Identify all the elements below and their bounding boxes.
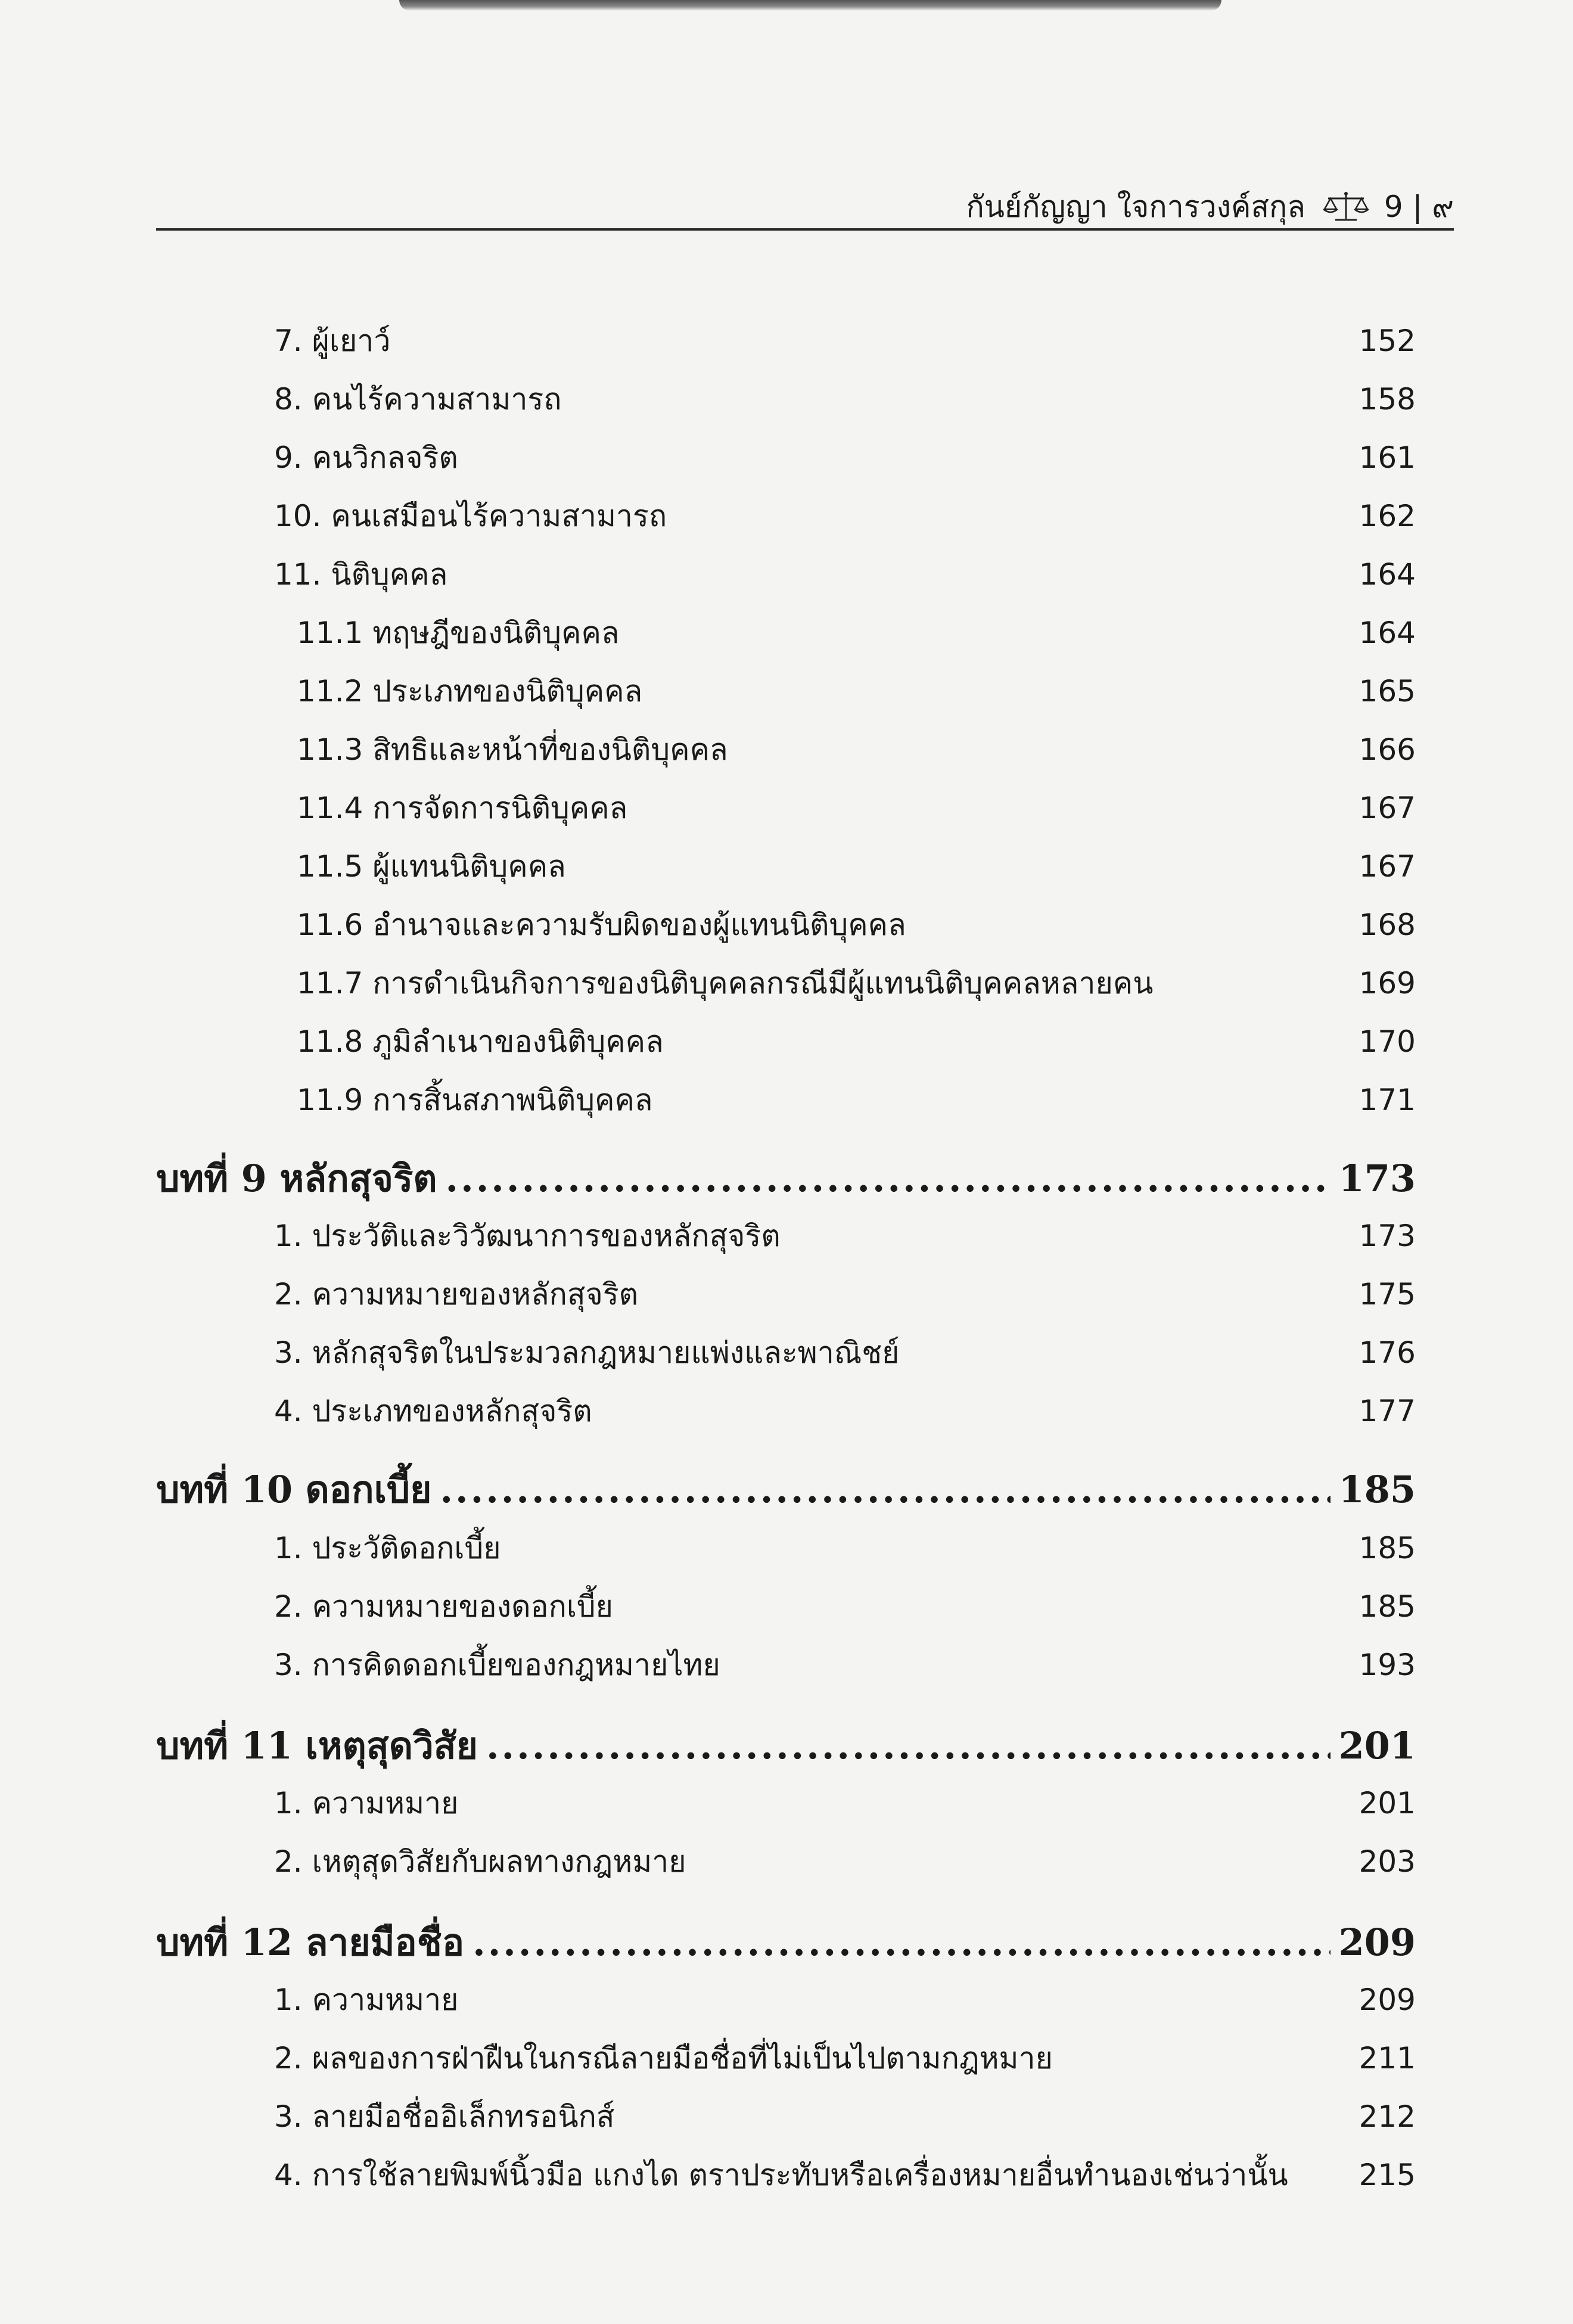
toc-entry-row: [274, 1387, 1416, 1435]
page-number: 185: [1358, 1589, 1416, 1624]
dot-leader: [440, 1466, 1330, 1514]
entry-title: 9. คนวิกลจริต: [274, 440, 458, 475]
page-number: 177: [1358, 1394, 1416, 1428]
toc-entry-row: [297, 901, 1416, 949]
page-number: 158: [1358, 382, 1416, 417]
page-number: 193: [1358, 1648, 1416, 1682]
chapter-title: บทที่ 12 ลายมือชื่อ: [156, 1921, 465, 1964]
page-number: 185: [1338, 1468, 1416, 1511]
entry-title: 1. ความหมาย: [274, 1786, 459, 1820]
toc-entry-row: [274, 2151, 1416, 2199]
entry-title: 2. ความหมายของดอกเบี้ย: [274, 1589, 613, 1624]
toc-entry-row: [274, 1779, 1416, 1827]
page-number: 164: [1358, 557, 1416, 592]
dot-leader: [472, 1919, 1330, 1966]
page-number: 167: [1358, 791, 1416, 825]
toc-entry-row: [274, 1583, 1416, 1630]
toc-chapter-row: [156, 1155, 1416, 1203]
chapter-title: บทที่ 9 หลักสุจริต: [156, 1157, 437, 1200]
toc-chapter-row: [156, 1466, 1416, 1514]
dot-leader: [486, 1722, 1330, 1770]
entry-title: 11.3 สิทธิและหน้าที่ของนิติบุคคล: [297, 732, 728, 767]
entry-title: 4. ประเภทของหลักสุจริต: [274, 1394, 592, 1428]
page-number: 211: [1358, 2041, 1416, 2076]
page-number: 173: [1338, 1157, 1416, 1200]
page-number: 161: [1358, 440, 1416, 475]
entry-title: 11.4 การจัดการนิติบุคคล: [297, 791, 628, 825]
header-author: กันย์กัญญา ใจการวงค์สกุล: [966, 189, 1305, 224]
entry-title: 11.7 การดำเนินกิจการของนิติบุคคลกรณีมีผู้แทนนิติบุคคลหลายคน: [297, 966, 1154, 1001]
toc-entry-row: [297, 959, 1416, 1007]
page-number: 185: [1358, 1531, 1416, 1565]
toc-chapter-row: [156, 1722, 1416, 1770]
toc-entry-row: [297, 1076, 1416, 1124]
toc-entry-row: [297, 726, 1416, 773]
entry-title: 7. ผู้เยาว์: [274, 324, 391, 358]
toc-entry-row: [297, 784, 1416, 832]
entry-title: 11.9 การสิ้นสภาพนิติบุคคล: [297, 1083, 653, 1117]
page-number: 162: [1358, 499, 1416, 533]
entry-title: 3. ลายมือชื่ออิเล็กทรอนิกส์: [274, 2099, 615, 2134]
toc-entry-row: [274, 1641, 1416, 1689]
entry-title: 11.5 ผู้แทนนิติบุคคล: [297, 849, 566, 884]
toc-entry-row: [274, 317, 1416, 365]
toc-entry-row: [274, 375, 1416, 423]
entry-title: 11. นิติบุคคล: [274, 557, 448, 592]
entry-title: 3. การคิดดอกเบี้ยของกฎหมายไทย: [274, 1648, 720, 1682]
entry-title: 11.8 ภูมิลำเนาของนิติบุคคล: [297, 1024, 664, 1059]
page-number: 209: [1338, 1921, 1416, 1964]
dot-leader: [446, 1155, 1330, 1203]
page-number: 173: [1358, 1219, 1416, 1253]
toc-entry-row: [274, 434, 1416, 481]
entry-title: 11.2 ประเภทของนิติบุคคล: [297, 674, 643, 709]
toc-entry-row: [274, 1524, 1416, 1572]
entry-title: 4. การใช้ลายพิมพ์นิ้วมือ แกงได ตราประทับหรือเครื่องหมายอื่นทำนองเช่นว่านั้น: [274, 2158, 1288, 2192]
toc-entry-row: [274, 2034, 1416, 2082]
page-number: 215: [1358, 2158, 1416, 2192]
toc-entry-row: [297, 1018, 1416, 1065]
page-number: 203: [1358, 1844, 1416, 1879]
entry-title: 3. หลักสุจริตในประมวลกฎหมายแพ่งและพาณิชย์: [274, 1335, 900, 1370]
page-number: 164: [1358, 616, 1416, 650]
page-number: 152: [1358, 324, 1416, 358]
toc-entry-row: [297, 609, 1416, 657]
page-number: 201: [1338, 1724, 1416, 1767]
toc-entry-row: [274, 492, 1416, 540]
page-number: 168: [1358, 908, 1416, 942]
entry-title: 2. เหตุสุดวิสัยกับผลทางกฎหมาย: [274, 1844, 686, 1879]
chapter-title: บทที่ 10 ดอกเบี้ย: [156, 1468, 432, 1511]
page-number: 176: [1358, 1335, 1416, 1370]
page-number: 169: [1358, 966, 1416, 1001]
toc-entry-row: [274, 1329, 1416, 1377]
toc-entry-row: [274, 1976, 1416, 2024]
page-number: 165: [1358, 674, 1416, 709]
toc-entry-row: [274, 1212, 1416, 1260]
toc-entry-row: [274, 2093, 1416, 2140]
page-number: 171: [1358, 1083, 1416, 1117]
page-number: 209: [1358, 1983, 1416, 2017]
entry-title: 1. ประวัติและวิวัฒนาการของหลักสุจริต: [274, 1219, 781, 1253]
entry-title: 11.1 ทฤษฎีของนิติบุคคล: [297, 616, 620, 650]
page-number: 167: [1358, 849, 1416, 884]
entry-title: 11.6 อำนาจและความรับผิดของผู้แทนนิติบุคคล: [297, 908, 906, 942]
entry-title: 1. ประวัติดอกเบี้ย: [274, 1531, 501, 1565]
toc-entry-row: [297, 667, 1416, 715]
entry-title: 8. คนไร้ความสามารถ: [274, 382, 562, 417]
entry-title: 10. คนเสมือนไร้ความสามารถ: [274, 499, 667, 533]
page-number: 212: [1358, 2099, 1416, 2134]
page-number: 170: [1358, 1024, 1416, 1059]
page-number: 175: [1358, 1277, 1416, 1312]
toc-chapter-row: [156, 1919, 1416, 1966]
toc-entry-row: [297, 843, 1416, 890]
header-page-number: 9 | ๙: [1384, 189, 1454, 224]
page-number: 166: [1358, 732, 1416, 767]
page-number: 201: [1358, 1786, 1416, 1820]
toc-entry-row: [274, 1838, 1416, 1885]
chapter-title: บทที่ 11 เหตุสุดวิสัย: [156, 1724, 478, 1767]
toc-entry-row: [274, 1270, 1416, 1318]
entry-title: 2. ผลของการฝ่าฝืนในกรณีลายมือชื่อที่ไม่เป็นไปตามกฎหมาย: [274, 2041, 1053, 2076]
entry-title: 1. ความหมาย: [274, 1983, 459, 2017]
toc-entry-row: [274, 551, 1416, 598]
entry-title: 2. ความหมายของหลักสุจริต: [274, 1277, 639, 1312]
